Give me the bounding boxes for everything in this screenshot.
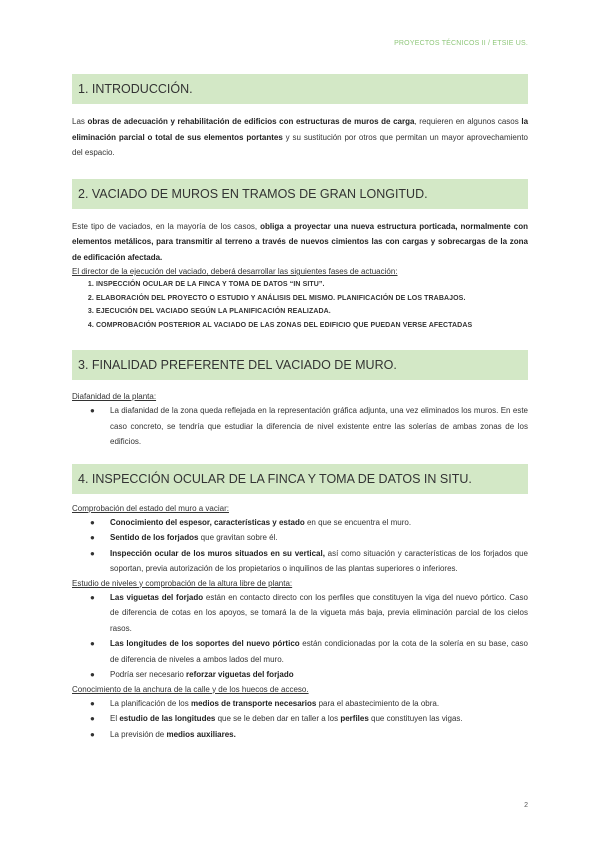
page-number: 2 [524, 802, 528, 809]
list-item: ● Podría ser necesario reforzar viguetas del forjado [110, 667, 528, 683]
bullet-icon: ● [90, 406, 95, 415]
section-1-paragraph: Las obras de adecuación y rehabilitación de edificios con estructuras de muros de carga, requieren en algunos casos la eliminación parcial o total de sus elementos portantes y su sustitución por otros que permitan un mayor aprovechamiento del espacio. [72, 117, 529, 157]
phase-item: 2. ELABORACIÓN DEL PROYECTO O ESTUDIO Y ANÁLISIS DEL MISMO. PLANIFICACIÓN DE LOS TRABAJOS. [96, 292, 528, 306]
phase-item: 3. EJECUCIÓN DEL VACIADO SEGÚN LA PLANIFICACIÓN REALIZADA. [96, 305, 528, 319]
list-item: ● Inspección ocular de los muros situados en su vertical, así como situación y características de los forjados que soportan, previa autorización de los propietarios o inquilinos de las plantas superiores o inferiores. [110, 546, 528, 577]
page-content [72, 70, 528, 742]
bullet-icon: ● [90, 592, 95, 602]
phase-item: 4. COMPROBACIÓN POSTERIOR AL VACIADO DE LAS ZONAS DEL EDIFICIO QUE PUEDAN VERSE AFECTADAS [96, 319, 528, 333]
phases-list [72, 278, 528, 332]
section-4-subtitle-1: Comprobación del estado del muro a vaciar: [72, 503, 229, 513]
section-4-title: 4. INSPECCIÓN OCULAR DE LA FINCA Y TOMA DE DATOS IN SITU. [72, 464, 528, 494]
list-item: ● La previsión de medios auxiliares. [110, 727, 528, 743]
bullet-icon: ● [90, 670, 95, 679]
section-3-title: 3. FINALIDAD PREFERENTE DEL VACIADO DE MURO. [72, 350, 528, 380]
list-item: ● Las longitudes de los soportes del nuevo pórtico están condicionadas por la cota de la solería en su base, caso de diferencia de niveles a ambos lados del muro. [110, 636, 528, 667]
section-1-title: 1. INTRODUCCIÓN. [72, 74, 528, 104]
section-3-list [72, 403, 528, 450]
section-2-title: 2. VACIADO DE MUROS EN TRAMOS DE GRAN LONGITUD. [72, 179, 528, 209]
section-4-subtitle-3: Conocimiento de la anchura de la calle y de los huecos de acceso. [72, 684, 309, 694]
list-item: ● La diafanidad de la zona queda reflejada en la representación gráfica adjunta, una vez eliminados los muros. En este caso concreto, se tendría que estudiar la diferencia de nivel existente entre las solerías de ambas zonas de los edificios. [110, 403, 528, 450]
list-item: ● El estudio de las longitudes que se le deben dar en taller a los perfiles que constituyen las vigas. [110, 711, 528, 727]
section-2-intro: El director de la ejecución del vaciado, deberá desarrollar las siguientes fases de actuación: [72, 267, 398, 276]
phase-item: 1. INSPECCIÓN OCULAR DE LA FINCA Y TOMA DE DATOS “IN SITU”. [96, 278, 528, 292]
bullet-icon: ● [90, 639, 95, 648]
section-4-list-1 [72, 515, 528, 577]
page-header: PROYECTOS TÉCNICOS II / ETSIE US. [394, 40, 528, 47]
list-item: ● La planificación de los medios de transporte necesarios para el abastecimiento de la obra. [110, 696, 528, 712]
bullet-icon: ● [90, 714, 95, 723]
bullet-icon: ● [90, 548, 95, 558]
list-item: ● Las viguetas del forjado están en contacto directo con los perfiles que constituyen la viga del nuevo pórtico. Caso de diferencia de cotas en los apoyos, se tomará la de la vigueta más baja, previa eliminación parcial de los cielos rasos. [110, 590, 528, 637]
section-2-paragraph: Este tipo de vaciados, en la mayoría de los casos, obliga a proyectar una nueva estructura porticada, normalmente con elementos metálicos, para transmitir al terreno a través de nuevos cimientos las con cargas y sobrecargas de la zona de edificación afectada. [72, 221, 528, 262]
section-4-subtitle-2: Estudio de niveles y comprobación de la altura libre de planta: [72, 578, 293, 588]
section-4-list-3 [72, 696, 528, 743]
section-3-subtitle: Diafanidad de la planta: [72, 392, 157, 401]
list-item: ● Sentido de los forjados que gravitan sobre él. [110, 530, 528, 546]
bullet-icon: ● [90, 533, 95, 542]
list-item: ● Conocimiento del espesor, características y estado en que se encuentra el muro. [110, 515, 528, 531]
section-4-list-2 [72, 590, 528, 683]
bullet-icon: ● [90, 517, 95, 527]
bullet-icon: ● [90, 698, 95, 708]
bullet-icon: ● [90, 729, 95, 739]
